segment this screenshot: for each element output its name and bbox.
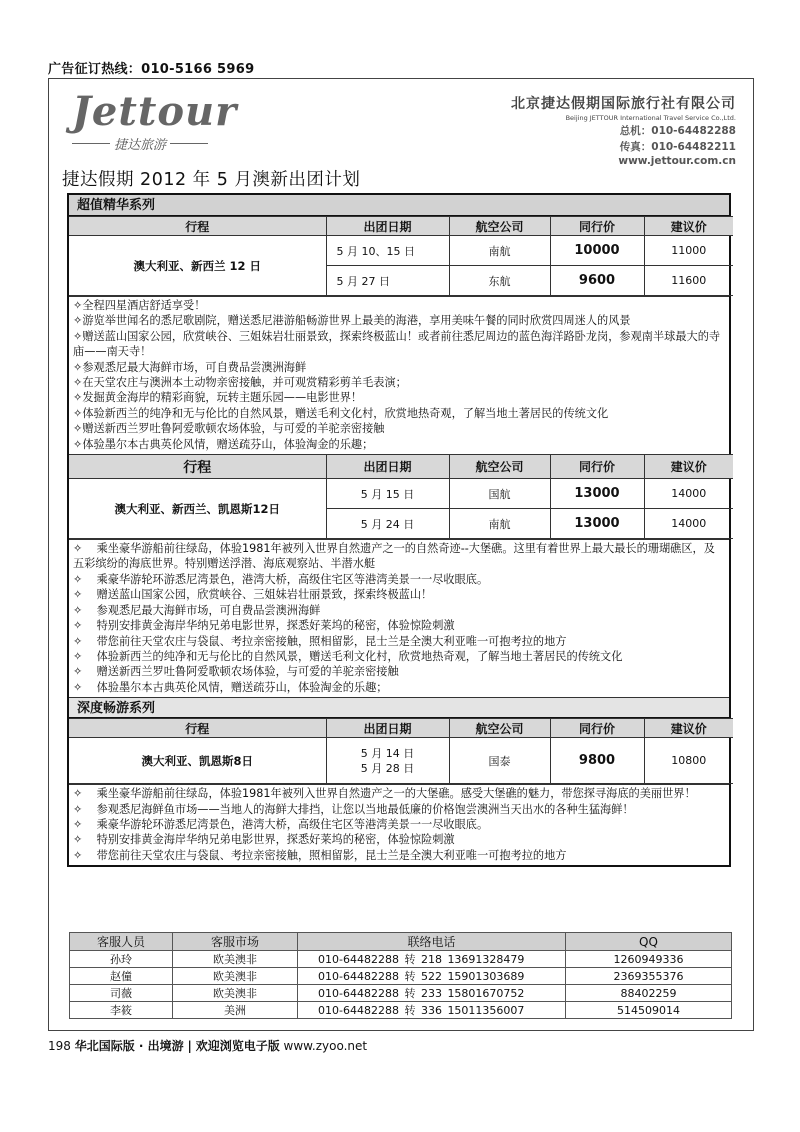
header-staff: 客服人员 xyxy=(70,933,173,951)
staff-phone: 010-64482288 转 522 15901303689 xyxy=(298,968,566,985)
staff-qq: 88402259 xyxy=(566,985,732,1002)
customer-service-table xyxy=(69,932,732,1019)
series-title: 超值精华系列 xyxy=(69,195,729,216)
header-airline: 航空公司 xyxy=(449,217,550,236)
list-item: ✧ 乘坐豪华游船前往绿岛，体验1981年被列入世界自然遗产之一的自然奇迹--大堡礁。这里有着世界上最大最长的珊瑚礁区，及五彩缤纷的海底世界。特别赠送浮潜、海底观察站、半潜水艇 xyxy=(73,542,715,571)
suggest-price: 11600 xyxy=(644,266,733,296)
table-header-row xyxy=(69,455,733,479)
list-item: ✧ 参观悉尼最大海鲜市场，可自费品尝澳洲海鲜 xyxy=(73,603,321,617)
route-table xyxy=(69,454,733,539)
header-date: 出团日期 xyxy=(326,719,449,738)
list-item: ✧ 带您前往天堂农庄与袋鼠、考拉亲密接触，照相留影，昆士兰是全澳大利亚唯一可抱考拉的地方 xyxy=(73,634,567,648)
list-item: ✧ 乘坐豪华游船前往绿岛，体验1981年被列入世界自然遗产之一的大堡礁。感受大堡礁的魅力，带您探寻海底的美丽世界！ xyxy=(73,787,696,801)
header-route: 行程 xyxy=(69,217,326,236)
departure-date: 5 月 15 日 xyxy=(326,479,449,509)
header-peer-price: 同行价 xyxy=(550,217,644,236)
list-item: ✧ 带您前往天堂农庄与袋鼠、考拉亲密接触，照相留影，昆士兰是全澳大利亚唯一可抱考拉的地方 xyxy=(73,848,567,862)
list-item: ✧ 乘豪华游轮环游悉尼湾景色，港湾大桥，高级住宅区等港湾美景一一尽收眼底。 xyxy=(73,817,489,831)
header-market: 客服市场 xyxy=(173,933,298,951)
suggest-price: 14000 xyxy=(644,479,733,509)
company-fax: 传真：010-64482211 xyxy=(619,141,736,153)
company-phone: 总机：010-64482288 xyxy=(619,125,736,137)
header-qq: QQ xyxy=(566,933,732,951)
logo-divider xyxy=(170,143,208,144)
table-row xyxy=(70,968,732,985)
list-item: ✧ 特别安排黄金海岸华纳兄弟电影世界，探悉好莱坞的秘密，体验惊险刺激 xyxy=(73,619,455,633)
list-item: ✧赠送新西兰罗吐鲁阿爱歌顿农场体验，与可爱的羊驼亲密接触 xyxy=(73,422,385,436)
table-row xyxy=(70,985,732,1002)
table-row xyxy=(70,1002,732,1019)
list-item: ✧ 体验新西兰的纯净和无与伦比的自然风景，赠送毛利文化村，欣赏地热奇观，了解当地土著居民的传统文化 xyxy=(73,649,623,663)
staff-qq: 514509014 xyxy=(566,1002,732,1019)
header-suggest-price: 建议价 xyxy=(644,719,733,738)
list-item: ✧ 特别安排黄金海岸华纳兄弟电影世界，探悉好莱坞的秘密，体验惊险刺激 xyxy=(73,833,455,847)
staff-name: 司薇 xyxy=(70,985,173,1002)
route-name: 澳大利亚、新西兰 12 日 xyxy=(69,236,326,296)
list-item: ✧体验墨尔本古典英伦风情，赠送疏芬山，体验淘金的乐趣； xyxy=(73,437,374,451)
header-date: 出团日期 xyxy=(326,217,449,236)
list-item: ✧ 赠送新西兰罗吐鲁阿爱歌顿农场体验，与可爱的羊驼亲密接触 xyxy=(73,665,399,679)
ebook-note: 欢迎浏览电子版 xyxy=(195,1039,280,1053)
footer-separator: | xyxy=(187,1039,192,1053)
tour-plan-table xyxy=(67,193,731,867)
company-name-cn: 北京捷达假期国际旅行社有限公司 xyxy=(511,96,736,112)
header-route: 行程 xyxy=(69,719,326,738)
plan-title: 捷达假期 2012 年 5 月澳新出团计划 xyxy=(62,170,361,190)
header-airline: 航空公司 xyxy=(449,455,550,479)
peer-price: 9800 xyxy=(550,738,644,784)
series-title: 深度畅游系列 xyxy=(69,697,729,718)
company-name-en: Beijing JETTOUR International Travel Service Co.,Ltd. xyxy=(565,114,736,122)
staff-qq: 1260949336 xyxy=(566,951,732,968)
departure-date: 5 月 24 日 xyxy=(326,509,449,539)
airline: 国泰 xyxy=(449,738,550,784)
departure-date: 5 月 10、15 日 xyxy=(326,236,449,266)
header-suggest-price: 建议价 xyxy=(644,217,733,236)
peer-price: 10000 xyxy=(550,236,644,266)
logo-subtitle: 捷达旅游 xyxy=(114,138,167,153)
logo-wordmark: Jettour xyxy=(72,88,238,135)
staff-market: 美洲 xyxy=(173,1002,298,1019)
staff-phone: 010-64482288 转 336 15011356007 xyxy=(298,1002,566,1019)
route-table xyxy=(69,718,733,784)
footer-url[interactable]: www.zyoo.net xyxy=(283,1039,368,1053)
header-airline: 航空公司 xyxy=(449,719,550,738)
list-item: ✧全程四星酒店舒适享受！ xyxy=(73,299,206,312)
staff-market: 欧美澳非 xyxy=(173,951,298,968)
staff-name: 李筱 xyxy=(70,1002,173,1019)
table-row xyxy=(69,236,733,266)
page-footer xyxy=(48,1037,367,1054)
feature-list xyxy=(69,539,729,697)
table-header-row xyxy=(69,217,733,236)
list-item: ✧体验新西兰的纯净和无与伦比的自然风景，赠送毛利文化村，欣赏地热奇观，了解当地土著居民的传统文化 xyxy=(73,406,609,420)
header-peer-price: 同行价 xyxy=(550,719,644,738)
header-phone: 联络电话 xyxy=(298,933,566,951)
company-website[interactable]: www.jettour.com.cn xyxy=(618,155,736,167)
staff-phone: 010-64482288 转 233 15801670752 xyxy=(298,985,566,1002)
list-item: ✧发掘黄金海岸的精彩商貌，玩转主题乐园——电影世界！ xyxy=(73,391,363,405)
jettour-logo xyxy=(72,88,238,156)
list-item: ✧参观悉尼最大海鲜市场，可自费品尝澳洲海鲜 xyxy=(73,360,307,374)
header-peer-price: 同行价 xyxy=(550,455,644,479)
route-name: 澳大利亚、凯恩斯8日 xyxy=(69,738,326,784)
departure-date: 5 月 27 日 xyxy=(326,266,449,296)
ad-hotline: 广告征订热线：010-5166 5969 xyxy=(48,62,255,77)
list-item: ✧ 乘豪华游轮环游悉尼湾景色，港湾大桥，高级住宅区等港湾美景一一尽收眼底。 xyxy=(73,572,489,586)
airline: 南航 xyxy=(449,236,550,266)
staff-name: 孙玲 xyxy=(70,951,173,968)
table-header-row xyxy=(70,933,732,951)
route-name: 澳大利亚、新西兰、凯恩斯12日 xyxy=(69,479,326,539)
departure-dates xyxy=(326,738,449,784)
airline: 国航 xyxy=(449,479,550,509)
staff-name: 赵僮 xyxy=(70,968,173,985)
table-row xyxy=(69,738,733,784)
list-item: ✧ 参观悉尼海鲜鱼市场——当地人的海鲜大排挡，让您以当地最低廉的价格饱尝澳洲当天出水的各种生猛海鲜！ xyxy=(73,802,634,816)
staff-market: 欧美澳非 xyxy=(173,968,298,985)
feature-list xyxy=(69,296,729,454)
suggest-price: 10800 xyxy=(644,738,733,784)
staff-market: 欧美澳非 xyxy=(173,985,298,1002)
peer-price: 13000 xyxy=(550,509,644,539)
airline: 南航 xyxy=(449,509,550,539)
header-suggest-price: 建议价 xyxy=(644,455,733,479)
peer-price: 9600 xyxy=(550,266,644,296)
list-item: ✧ 体验墨尔本古典英伦风情，赠送疏芬山，体验淘金的乐趣； xyxy=(73,680,388,694)
header-route: 行程 xyxy=(69,455,326,479)
list-item: ✧游览举世闻名的悉尼歌剧院，赠送悉尼港游船畅游世界上最美的海港，享用美味午餐的同时欣赏四周迷人的风景 xyxy=(73,314,631,328)
departure-date: 5 月 14 日 xyxy=(360,746,415,760)
departure-date: 5 月 28 日 xyxy=(360,761,415,775)
page-number: 198 xyxy=(48,1039,71,1053)
airline: 东航 xyxy=(449,266,550,296)
logo-divider xyxy=(72,143,110,144)
table-row xyxy=(69,479,733,509)
suggest-price: 11000 xyxy=(644,236,733,266)
staff-phone: 010-64482288 转 218 13691328479 xyxy=(298,951,566,968)
list-item: ✧赠送蓝山国家公园，欣赏峡谷、三姐妹岩壮丽景致，探索终极蓝山！或者前往悉尼周边的蓝色海洋路卧龙岗，参观南半球最大的寺庙——南天寺！ xyxy=(73,329,721,359)
company-info xyxy=(480,93,736,167)
list-item: ✧ 赠送蓝山国家公园，欣赏峡谷、三姐妹岩壮丽景致，探索终极蓝山！ xyxy=(73,588,433,602)
list-item: ✧在天堂农庄与澳洲本土动物亲密接触，并可观赏精彩剪羊毛表演； xyxy=(73,376,407,390)
suggest-price: 14000 xyxy=(644,509,733,539)
table-row xyxy=(70,951,732,968)
route-table xyxy=(69,216,733,296)
table-header-row xyxy=(69,719,733,738)
staff-qq: 2369355376 xyxy=(566,968,732,985)
feature-list xyxy=(69,784,729,865)
header-date: 出团日期 xyxy=(326,455,449,479)
publication-name: 华北国际版 · 出境游 xyxy=(74,1039,184,1053)
peer-price: 13000 xyxy=(550,479,644,509)
